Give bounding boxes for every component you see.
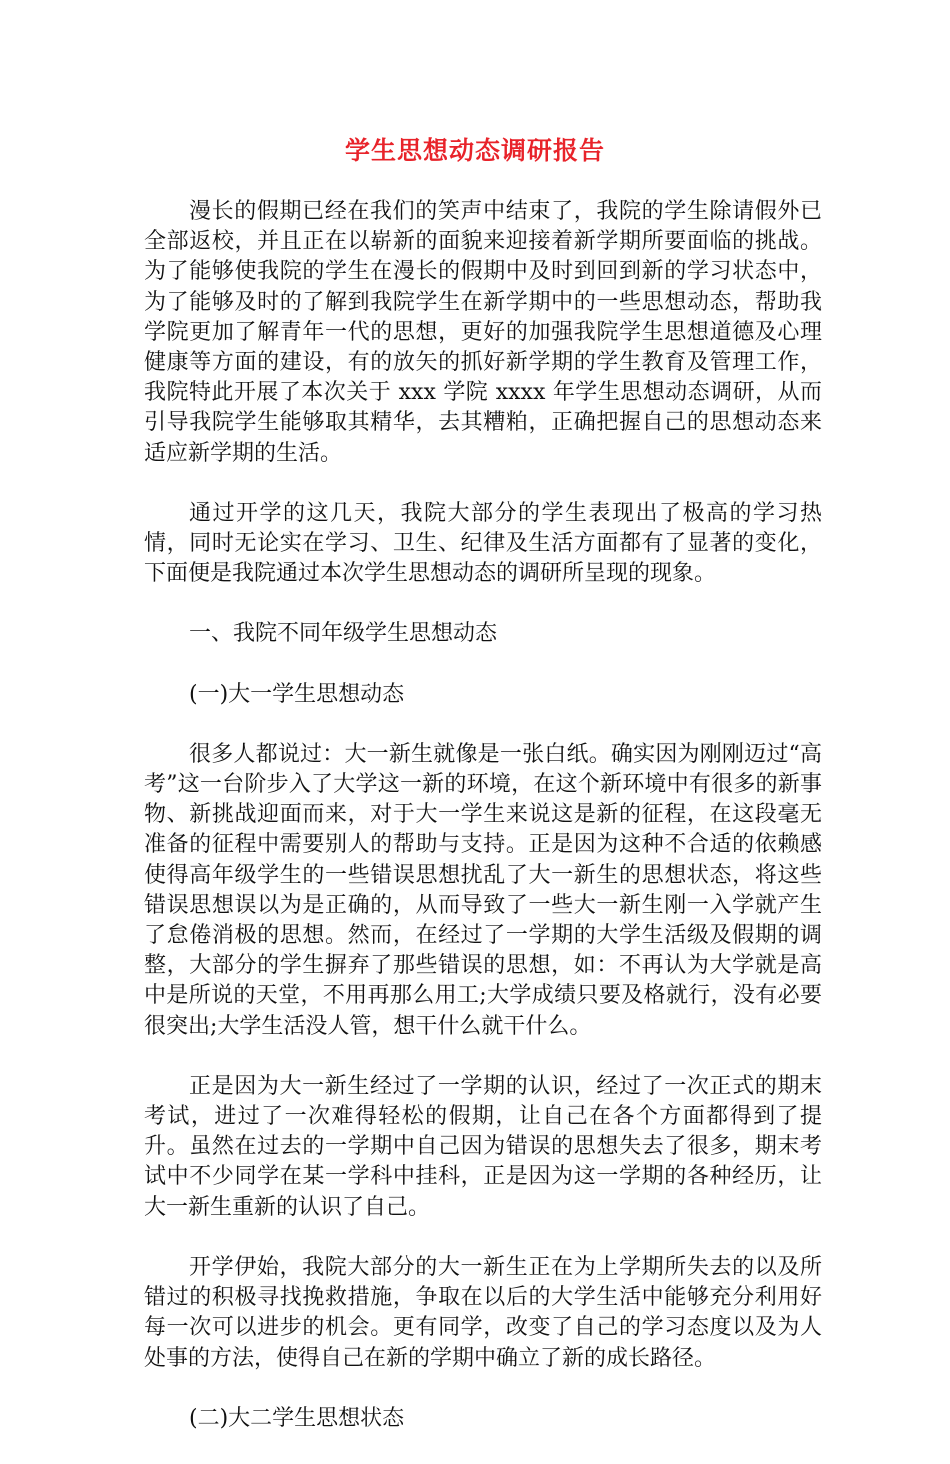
freshman-paragraph-2: 正是因为大一新生经过了一学期的认识，经过了一次正式的期末考试，进过了一次难得轻松的假期，让自己在各个方面都得到了提升。虽然在过去的一学期中自己因为错误的思想失去了很多，期末考试中不少同学在某一学科中挂科，正是因为这一学期的各种经历，让大一新生重新的认识了自己。 xyxy=(144,1073,822,1220)
freshman-paragraph-3: 开学伊始，我院大部分的大一新生正在为上学期所失去的以及所错过的积极寻找挽救措施，争取在以后的大学生活中能够充分利用好每一次可以进步的机会。更有同学，改变了自己的学习态度以及为人处事的方法，使得自己在新的学期中确立了新的成长路径。 xyxy=(144,1254,822,1371)
freshman-paragraph-1: 很多人都说过：大一新生就像是一张白纸。确实因为刚刚迈过“高考”这一台阶步入了大学这一新的环境，在这个新环境中有很多的新事物、新挑战迎面而来，对于大一学生来说这是新的征程，在这段毫无准备的征程中需要别人的帮助与支持。正是因为这种不合适的依赖感使得高年级学生的一些错误思想扰乱了大一新生的思想状态，将这些错误思想误以为是正确的，从而导致了一些大一新生刚一入学就产生了怠倦消极的思想。然而，在经过了一学期的大学生活级及假期的调整，大部分的学生摒弃了那些错误的思想，如：不再认为大学就是高中是所说的天堂，不用再那么用工;大学成绩只要及格就行，没有必要很突出;大学生活没人管，想干什么就干什么。 xyxy=(144,741,822,1039)
overview-paragraph: 通过开学的这几天，我院大部分的学生表现出了极高的学习热情，同时无论实在学习、卫生、纪律及生活方面都有了显著的变化，下面便是我院通过本次学生思想动态的调研所呈现的现象。 xyxy=(144,500,822,587)
section-heading-1: 一、我院不同年级学生思想动态 xyxy=(189,621,498,647)
intro-paragraph: 漫长的假期已经在我们的笑声中结束了，我院的学生除请假外已全部返校，并且正在以崭新的面貌来迎接着新学期所要面临的挑战。为了能够使我院的学生在漫长的假期中及时到回到新的学习状态中，为了能够及时的了解到我院学生在新学期中的一些思想动态，帮助我学院更加了解青年一代的思想，更好的加强我院学生思想道德及心理健康等方面的建设，有的放矢的抓好新学期的学生教育及管理工作，我院特此开展了本次关于 xxx 学院 xxxx 年学生思想动态调研，从而引导我院学生能够取其精华，去其糟粕，正确把握自己的思想动态来适应新学期的生活。 xyxy=(144,199,822,466)
subsection-heading-sophomore: (二)大二学生思想状态 xyxy=(189,1405,405,1431)
document-body xyxy=(144,197,822,1464)
subsection-heading-freshman: (一)大一学生思想动态 xyxy=(189,681,405,707)
page-title: 学生思想动态调研报告 xyxy=(344,136,605,165)
